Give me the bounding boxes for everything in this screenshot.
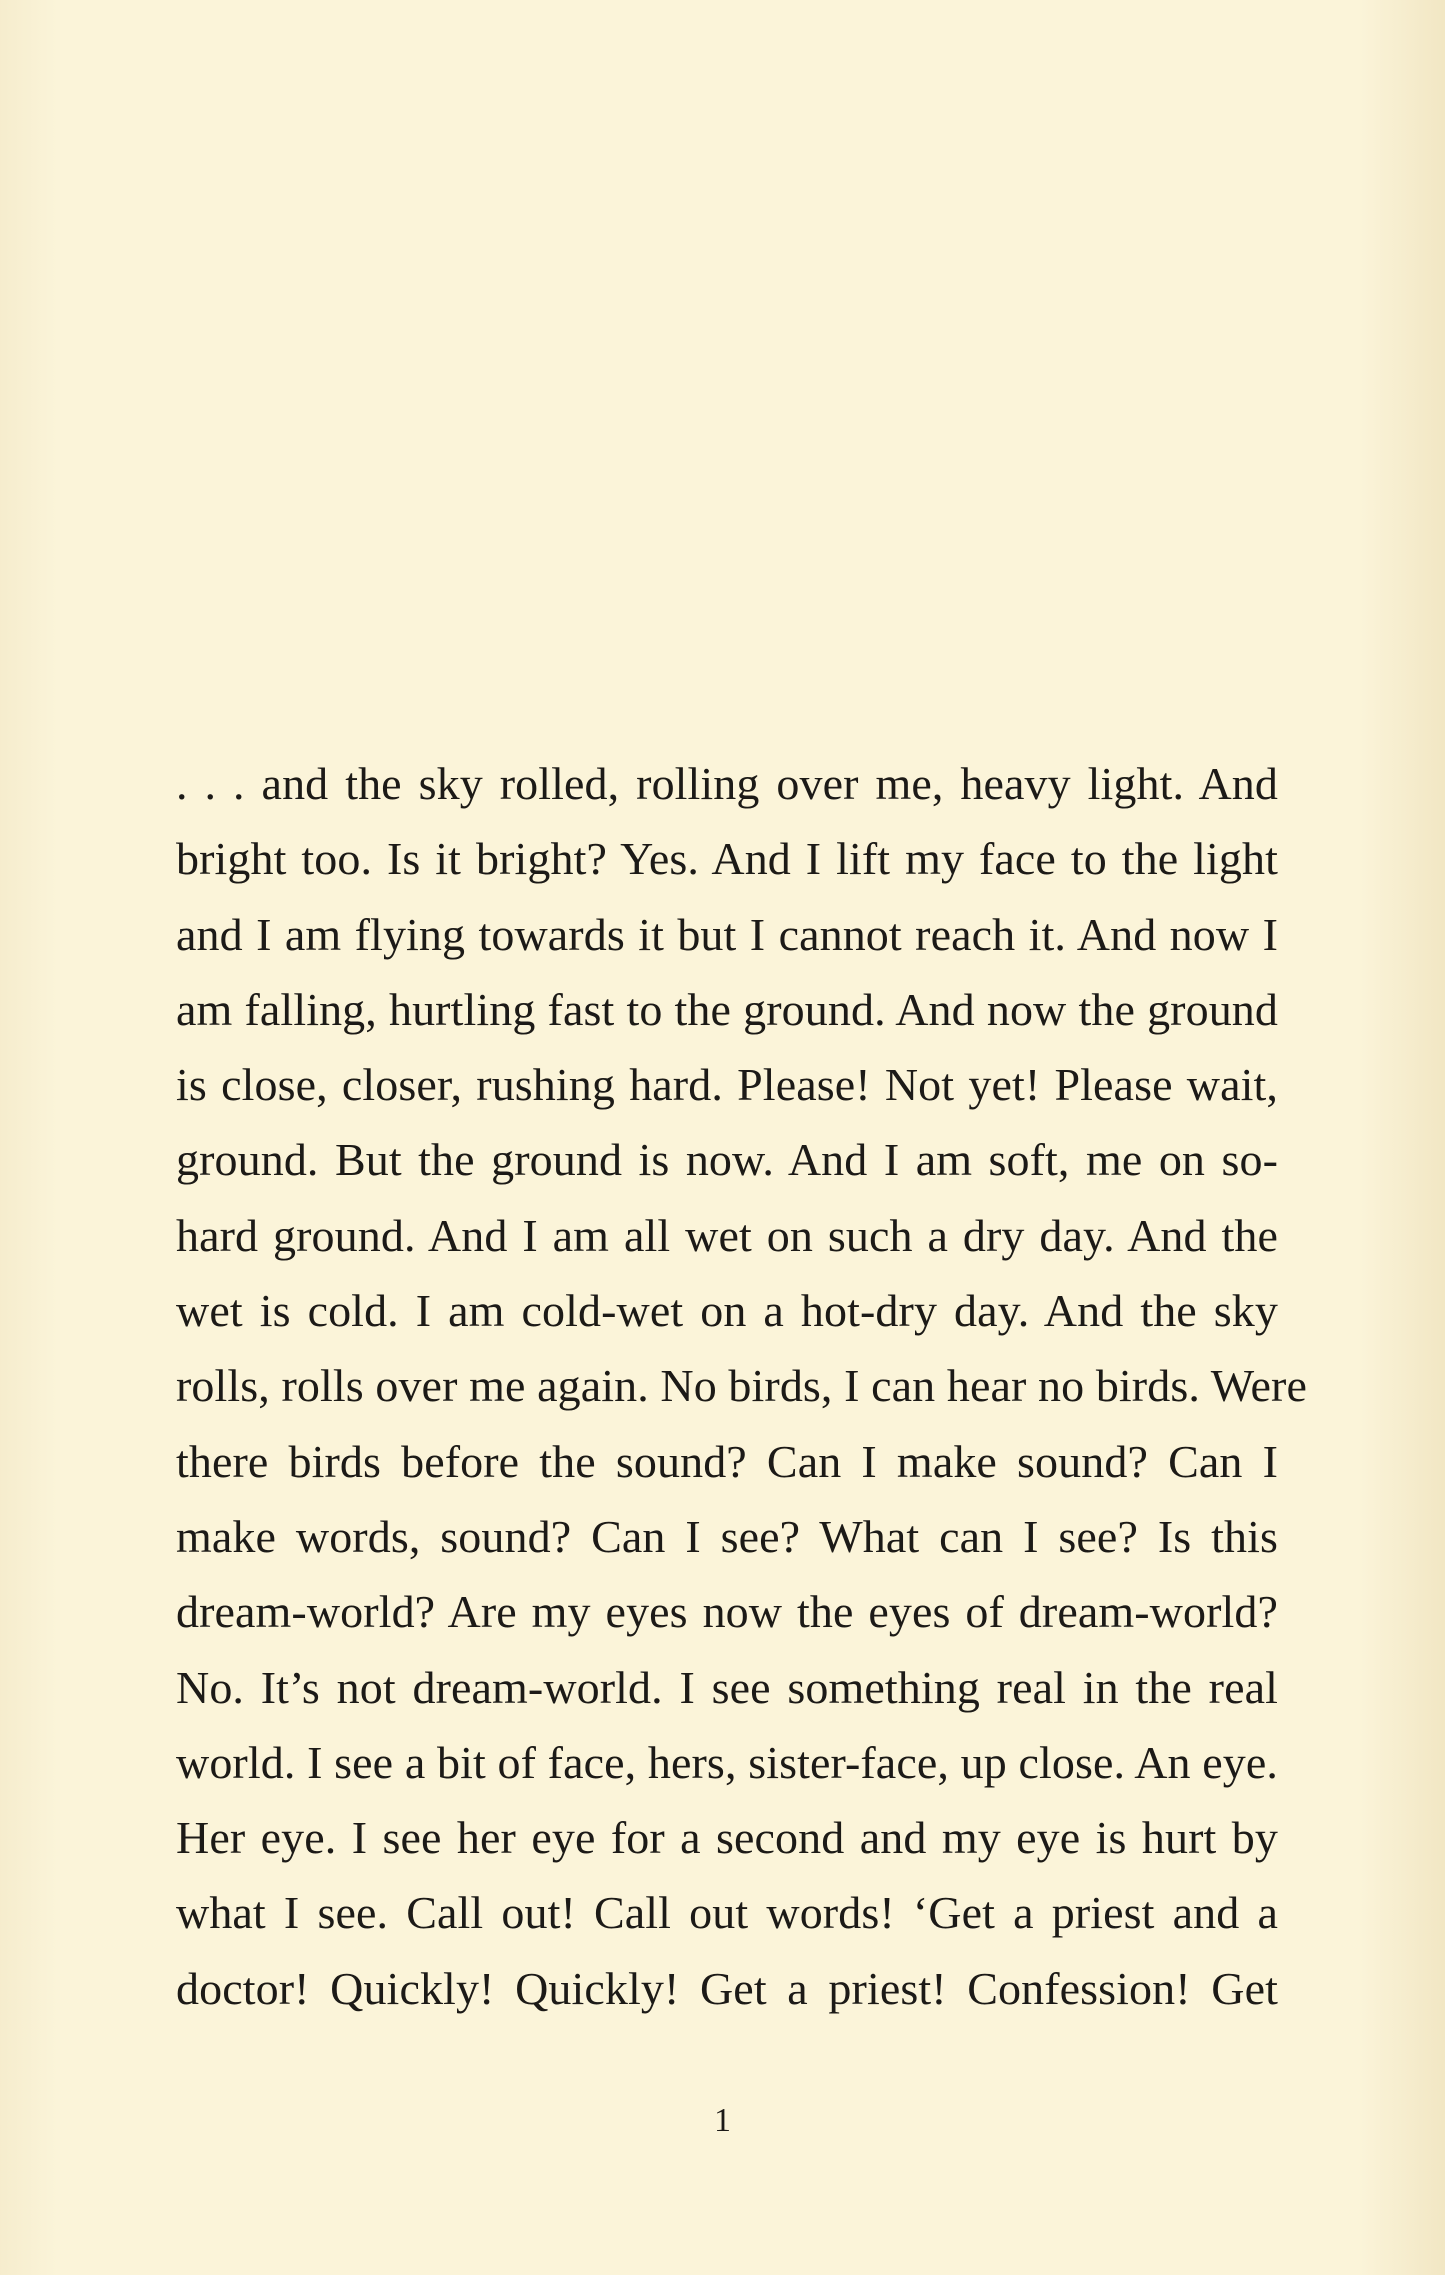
body-text (176, 746, 1307, 2026)
text-line: . . . and the sky rolled, rolling over me, heavy light. And (176, 758, 1278, 809)
text-line: world. I see a bit of face, hers, sister-face, up close. An eye. (176, 1736, 1278, 1788)
page-number: 1 (714, 2102, 731, 2139)
text-line: rolls, rolls over me again. No birds, I can hear no birds. Were (176, 1360, 1307, 1412)
text-line: doctor! Quickly! Quickly! Get a priest! Confession! Get (176, 1962, 1278, 2014)
text-line: wet is cold. I am cold-wet on a hot-dry day. And the sky (176, 1285, 1278, 1337)
text-line: dream-world? Are my eyes now the eyes of dream-world? (176, 1586, 1278, 1638)
text-line: and I am flying towards it but I cannot reach it. And now I (176, 908, 1278, 960)
text-line: bright too. Is it bright? Yes. And I lift my face to the light (176, 833, 1278, 885)
text-line: hard ground. And I am all wet on such a dry day. And the (176, 1209, 1278, 1261)
text-line: is close, closer, rushing hard. Please! Not yet! Please wait, (176, 1059, 1278, 1111)
text-line: what I see. Call out! Call out words! ‘Get a priest and a (176, 1887, 1278, 1939)
text-line: Her eye. I see her eye for a second and my eye is hurt by (176, 1812, 1278, 1864)
text-line: make words, sound? Can I see? What can I see? Is this (176, 1510, 1278, 1562)
text-line: ground. But the ground is now. And I am soft, me on so- (176, 1134, 1278, 1186)
text-line: there birds before the sound? Can I make sound? Can I (176, 1435, 1278, 1487)
text-line: No. It’s not dream-world. I see something real in the real (176, 1661, 1278, 1713)
text-line: am falling, hurtling fast to the ground. And now the ground (176, 983, 1278, 1035)
